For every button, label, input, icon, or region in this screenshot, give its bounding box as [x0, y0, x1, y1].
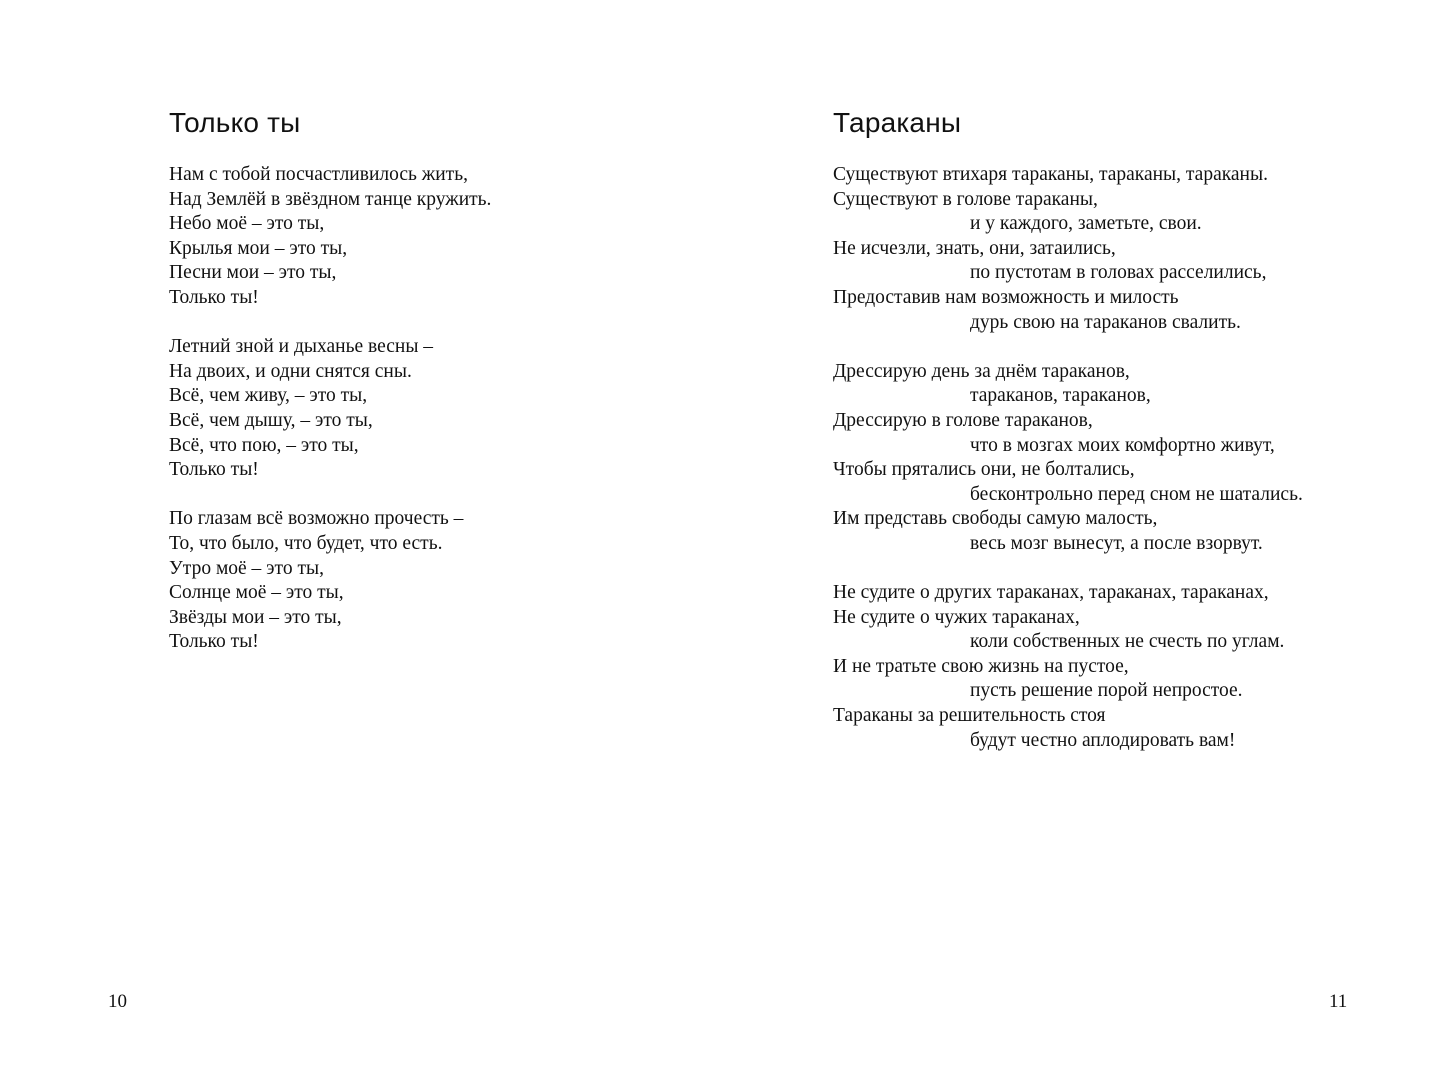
poem-body	[833, 163, 1303, 753]
poem-line: Существуют в голове тараканы,	[833, 188, 1098, 210]
poem-line: Только ты!	[169, 286, 259, 308]
poem-line: Чтобы прятались они, не болтались,	[833, 459, 1135, 481]
page-number: 11	[1329, 991, 1348, 1012]
poem-line: То, что было, что будет, что есть.	[169, 532, 443, 554]
page-number: 10	[108, 991, 127, 1012]
poem-line: Летний зной и дыханье весны –	[169, 336, 434, 358]
poem-title: Только ты	[169, 107, 301, 138]
poem-line: На двоих, и одни снятся сны.	[169, 360, 412, 382]
poem-line: Дрессирую день за днём тараканов,	[833, 360, 1130, 382]
poem-line: И не тратьте свою жизнь на пустое,	[833, 655, 1129, 677]
poem-line: Всё, чем дышу, – это ты,	[169, 409, 373, 431]
poem-line: Не исчезли, знать, они, затаились,	[833, 237, 1116, 259]
poem-body	[169, 163, 491, 655]
poem-tolko-ty	[169, 104, 491, 679]
poem-line: тараканов, тараканов,	[970, 385, 1151, 407]
poem-line: Тараканы за решительность стоя	[833, 705, 1106, 727]
poem-line: коли собственных не счесть по углам.	[970, 631, 1285, 653]
poem-line: Всё, что пою, – это ты,	[169, 434, 359, 456]
poem-line: Звёзды мои – это ты,	[169, 606, 342, 628]
poem-line: Не судите о других тараканах, тараканах, тараканах,	[833, 582, 1269, 604]
poem-line: Нам с тобой посчастливилось жить,	[169, 164, 468, 185]
poem-line: Утро моё – это ты,	[169, 557, 324, 579]
poem-line: по пустотам в головах расселились,	[970, 262, 1267, 284]
poem-line: будут честно аплодировать вам!	[970, 729, 1236, 751]
stanza	[169, 507, 491, 655]
poem-line: дурь свою на тараканов свалить.	[970, 311, 1241, 333]
poem-line: Солнце моё – это ты,	[169, 582, 344, 604]
stanza	[169, 163, 491, 311]
poem-line: Существуют втихаря тараканы, тараканы, тараканы.	[833, 164, 1268, 185]
poem-line: Небо моё – это ты,	[169, 213, 325, 235]
right-page	[725, 0, 1451, 1080]
poem-line: Им представь свободы самую малость,	[833, 508, 1158, 530]
stanza	[833, 360, 1303, 557]
poem-line: Песни мои – это ты,	[169, 262, 337, 284]
stanza	[833, 163, 1303, 335]
poem-line: Не судите о чужих тараканах,	[833, 606, 1080, 628]
poem-title: Тараканы	[833, 107, 962, 138]
poem-line: Только ты!	[169, 631, 259, 653]
left-page	[0, 0, 725, 1080]
poem-line: бесконтрольно перед сном не шатались.	[970, 483, 1303, 505]
poem-line: весь мозг вынесут, а после взорвут.	[970, 532, 1263, 554]
poem-line: что в мозгах моих комфортно живут,	[970, 434, 1275, 456]
stanza	[169, 335, 491, 483]
poem-line: Крылья мои – это ты,	[169, 237, 348, 259]
poem-tarakany	[833, 104, 1303, 778]
stanza	[833, 581, 1303, 753]
poem-line: Дрессирую в голове тараканов,	[833, 409, 1093, 431]
poem-line: Только ты!	[169, 459, 259, 481]
poem-line: Над Землёй в звёздном танце кружить.	[169, 188, 492, 210]
poem-line: Всё, чем живу, – это ты,	[169, 385, 368, 407]
poem-line: и у каждого, заметьте, свои.	[970, 213, 1202, 235]
poem-line: Предоставив нам возможность и милость	[833, 286, 1179, 308]
poem-line: По глазам всё возможно прочесть –	[169, 508, 464, 530]
poem-line: пусть решение порой непростое.	[970, 680, 1243, 702]
